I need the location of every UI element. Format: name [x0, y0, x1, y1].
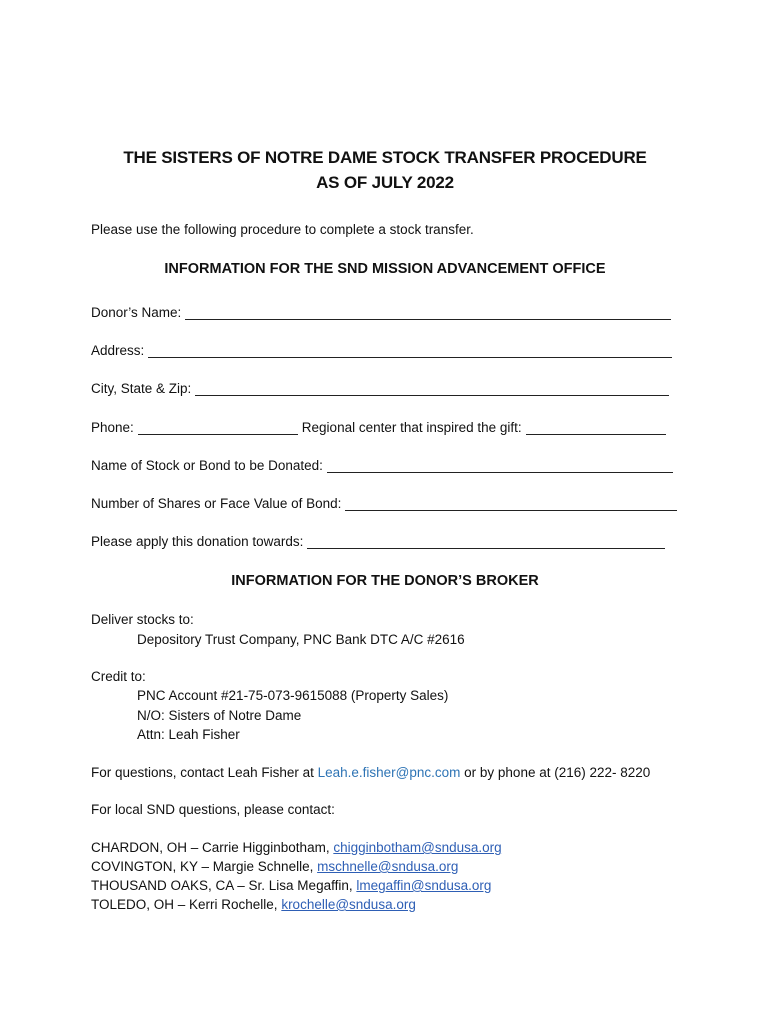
- address-label: Address:: [91, 343, 145, 358]
- credit-label: Credit to:: [91, 669, 146, 684]
- mission-section-heading: INFORMATION FOR THE SND MISSION ADVANCEMENT OFFICE: [164, 261, 606, 277]
- contact-prefix: TOLEDO, OH – Kerri Rochelle,: [91, 897, 282, 912]
- apply-towards-row: [91, 531, 665, 551]
- address-field[interactable]: [148, 341, 672, 358]
- stock-name-row: [91, 455, 673, 475]
- contact-email-link[interactable]: chigginbotham@sndusa.org: [333, 840, 502, 855]
- contact-prefix: CHARDON, OH – Carrie Higginbotham,: [91, 840, 334, 855]
- credit-attn: Attn: Leah Fisher: [137, 727, 240, 742]
- phone-label: Phone:: [91, 420, 134, 435]
- contact-line: [91, 859, 458, 874]
- stock-name-label: Name of Stock or Bond to be Donated:: [91, 458, 323, 473]
- contact-email-link[interactable]: lmegaffin@sndusa.org: [356, 878, 492, 893]
- local-questions-label: For local SND questions, please contact:: [91, 802, 335, 817]
- donor-name-field[interactable]: [185, 303, 671, 320]
- questions-email-link[interactable]: Leah.e.fisher@pnc.com: [317, 765, 461, 780]
- city-state-zip-label: City, State & Zip:: [91, 381, 192, 396]
- document-title-line-2: AS OF JULY 2022: [316, 173, 454, 192]
- broker-section-heading: INFORMATION FOR THE DONOR’S BROKER: [231, 573, 539, 589]
- credit-account: PNC Account #21-75-073-9615088 (Property Sales): [137, 688, 449, 703]
- contact-prefix: COVINGTON, KY – Margie Schnelle,: [91, 859, 318, 874]
- regional-center-label: Regional center that inspired the gift:: [301, 420, 522, 435]
- phone-field[interactable]: [138, 418, 298, 435]
- intro-text: Please use the following procedure to complete a stock transfer.: [91, 222, 474, 237]
- contact-email-link[interactable]: krochelle@sndusa.org: [281, 897, 416, 912]
- contact-prefix: THOUSAND OAKS, CA – Sr. Lisa Megaffin,: [91, 878, 357, 893]
- shares-label: Number of Shares or Face Value of Bond:: [91, 496, 342, 511]
- shares-row: [91, 493, 677, 513]
- phone-row: [91, 417, 666, 437]
- credit-no: N/O: Sisters of Notre Dame: [137, 708, 302, 723]
- contact-email-link[interactable]: mschnelle@sndusa.org: [317, 859, 459, 874]
- donor-name-row: [91, 302, 671, 322]
- questions-line: [91, 765, 650, 780]
- apply-towards-label: Please apply this donation towards:: [91, 534, 304, 549]
- donor-name-label: Donor’s Name:: [91, 305, 182, 320]
- questions-prefix: For questions, contact Leah Fisher at: [91, 765, 318, 780]
- contact-line: [91, 897, 416, 912]
- stock-name-field[interactable]: [327, 456, 673, 473]
- city-state-zip-field[interactable]: [195, 379, 669, 396]
- apply-towards-field[interactable]: [307, 532, 665, 549]
- contact-line: [91, 840, 502, 855]
- contact-line: [91, 878, 491, 893]
- deliver-value: Depository Trust Company, PNC Bank DTC A/C #2616: [137, 632, 465, 647]
- questions-suffix: or by phone at (216) 222- 8220: [460, 765, 651, 780]
- regional-center-field[interactable]: [526, 418, 666, 435]
- deliver-label: Deliver stocks to:: [91, 612, 194, 627]
- document-title-line-1: THE SISTERS OF NOTRE DAME STOCK TRANSFER PROCEDURE: [123, 148, 647, 167]
- shares-field[interactable]: [345, 494, 677, 511]
- city-state-zip-row: [91, 378, 669, 398]
- address-row: [91, 340, 672, 360]
